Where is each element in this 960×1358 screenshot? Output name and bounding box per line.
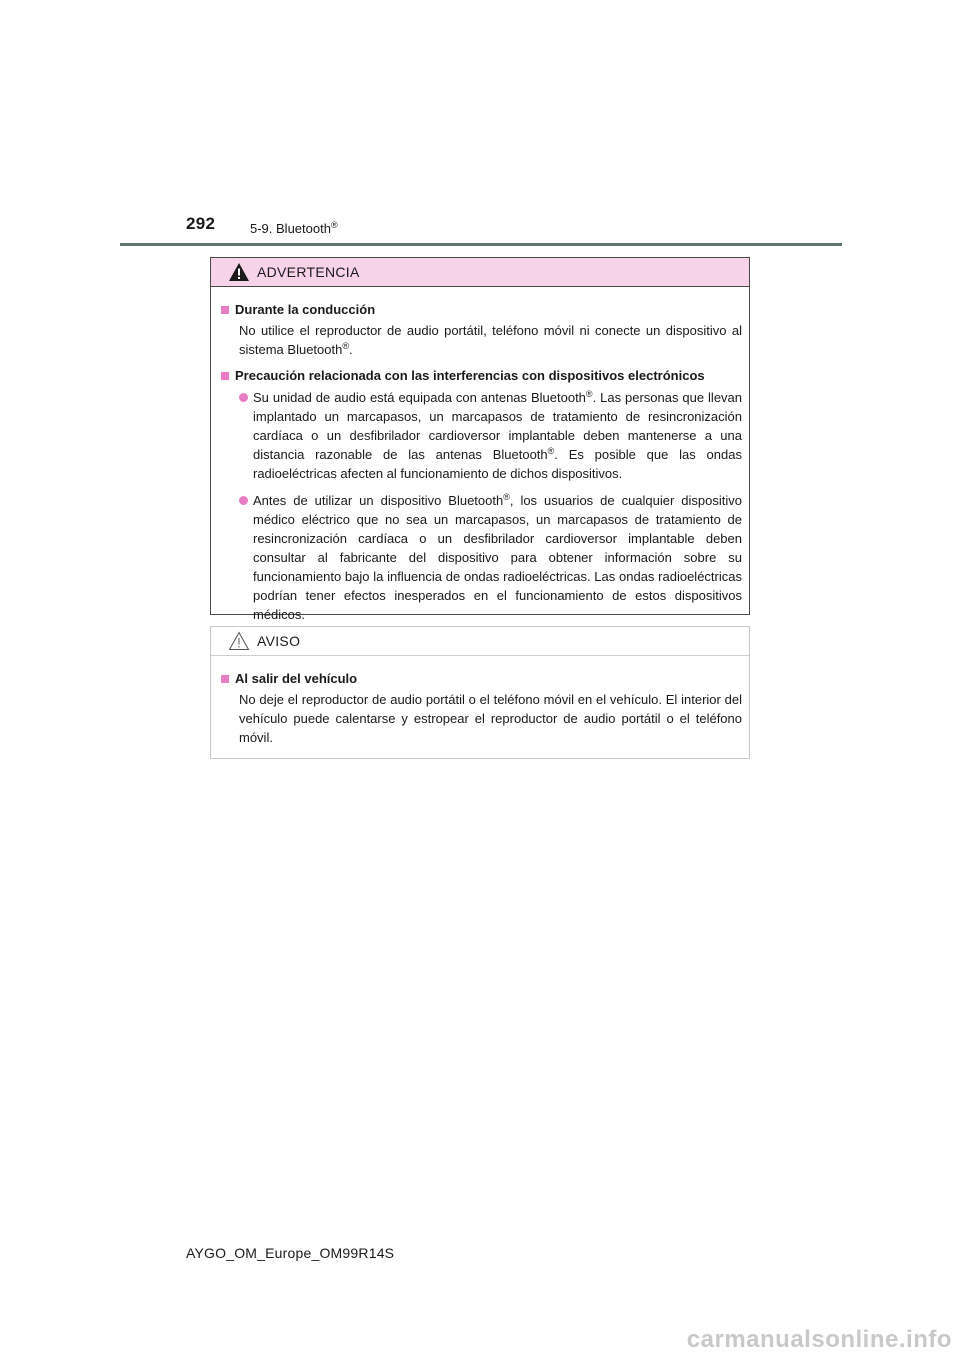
registered-mark: ® [503,492,510,502]
warning-heading-interference-text: Precaución relacionada con las interferencias con dispositivos electrónicos [235,368,705,383]
bullet-text-part: Su unidad de audio está equipada con antenas Bluetooth [253,390,586,405]
section-title-text: 5-9. Bluetooth [250,221,331,236]
notice-paragraph-leaving: No deje el reproductor de audio portátil o el teléfono móvil en el vehículo. El interior del vehículo puede calentarse y estropear el reproductor de audio portátil o el teléfono móvil. [239,692,742,745]
warning-paragraph-driving [221,321,742,359]
warning-bullet-medical-devices [221,491,742,624]
square-bullet-icon [221,675,229,683]
square-bullet-icon [221,306,229,314]
registered-mark: ® [330,220,338,230]
watermark-logo: carmanualsonline.info [686,1326,952,1353]
warning-bullet-medical-devices-text [253,491,742,624]
notice-heading-leaving-text: Al salir del vehículo [235,671,358,686]
notice-heading-leaving [221,669,742,688]
round-bullet-icon [239,496,248,505]
warning-box [210,257,750,622]
warning-bullet-antennas-text [253,388,742,483]
warning-heading-driving-text: Durante la conducción [235,302,376,317]
warning-box-header [211,258,749,287]
warning-heading-interference [221,366,742,385]
bullet-text-part: . Las personas que llevan implantado un marcapasos, un marcapasos de tratamiento de resincronización cardíaca o un desfibrilador cardioversor implantable deben mantenerse a una distancia razonable de las antenas Bluetooth [253,390,743,462]
footer-document-code: AYGO_OM_Europe_OM99R14S [186,1245,395,1261]
square-bullet-icon [221,372,229,380]
page-header [0,0,960,250]
header-rule [120,243,842,246]
warning-paragraph-driving-text: No utilice el reproductor de audio portátil, teléfono móvil ni conecte un dispositivo al sistema Bluetooth [239,323,742,357]
notice-box [210,626,750,759]
round-bullet-icon [239,393,248,402]
warning-paragraph-driving-end: . [348,342,353,357]
page-number: 292 [186,214,216,233]
registered-mark: ® [547,446,555,456]
notice-box-header [211,627,749,656]
warning-triangle-outline-icon [228,631,250,651]
bullet-text-part: Antes de utilizar un dispositivo Bluetooth [253,493,504,508]
warning-triangle-icon [228,262,250,282]
warning-heading-driving [221,300,742,319]
registered-mark: ® [342,341,349,351]
bullet-text-part: , los usuarios de cualquier dispositivo médico eléctrico que no sea un marcapasos, un marcapasos de tratamiento de resincronización cardíaca o un desfibrilador cardioversor implantable deben consultar al fabricante del dispositivo para obtener información sobre su funcionamiento bajo la influencia de ondas radioeléctricas. Las ondas radioeléctricas podrían tener efectos inesperados en el funcionamiento de estos dispositivos médicos. [253,493,742,622]
section-title [250,221,338,236]
warning-title: ADVERTENCIA [257,263,360,280]
notice-title: AVISO [257,632,301,649]
warning-bullet-antennas [221,388,742,483]
registered-mark: ® [585,389,593,399]
notice-box-body [211,656,749,747]
warning-box-body [211,287,749,624]
bullet-text-part: . Es posible que las ondas radioeléctricas afecten al funcionamiento de dichos dispositivos. [253,447,742,481]
